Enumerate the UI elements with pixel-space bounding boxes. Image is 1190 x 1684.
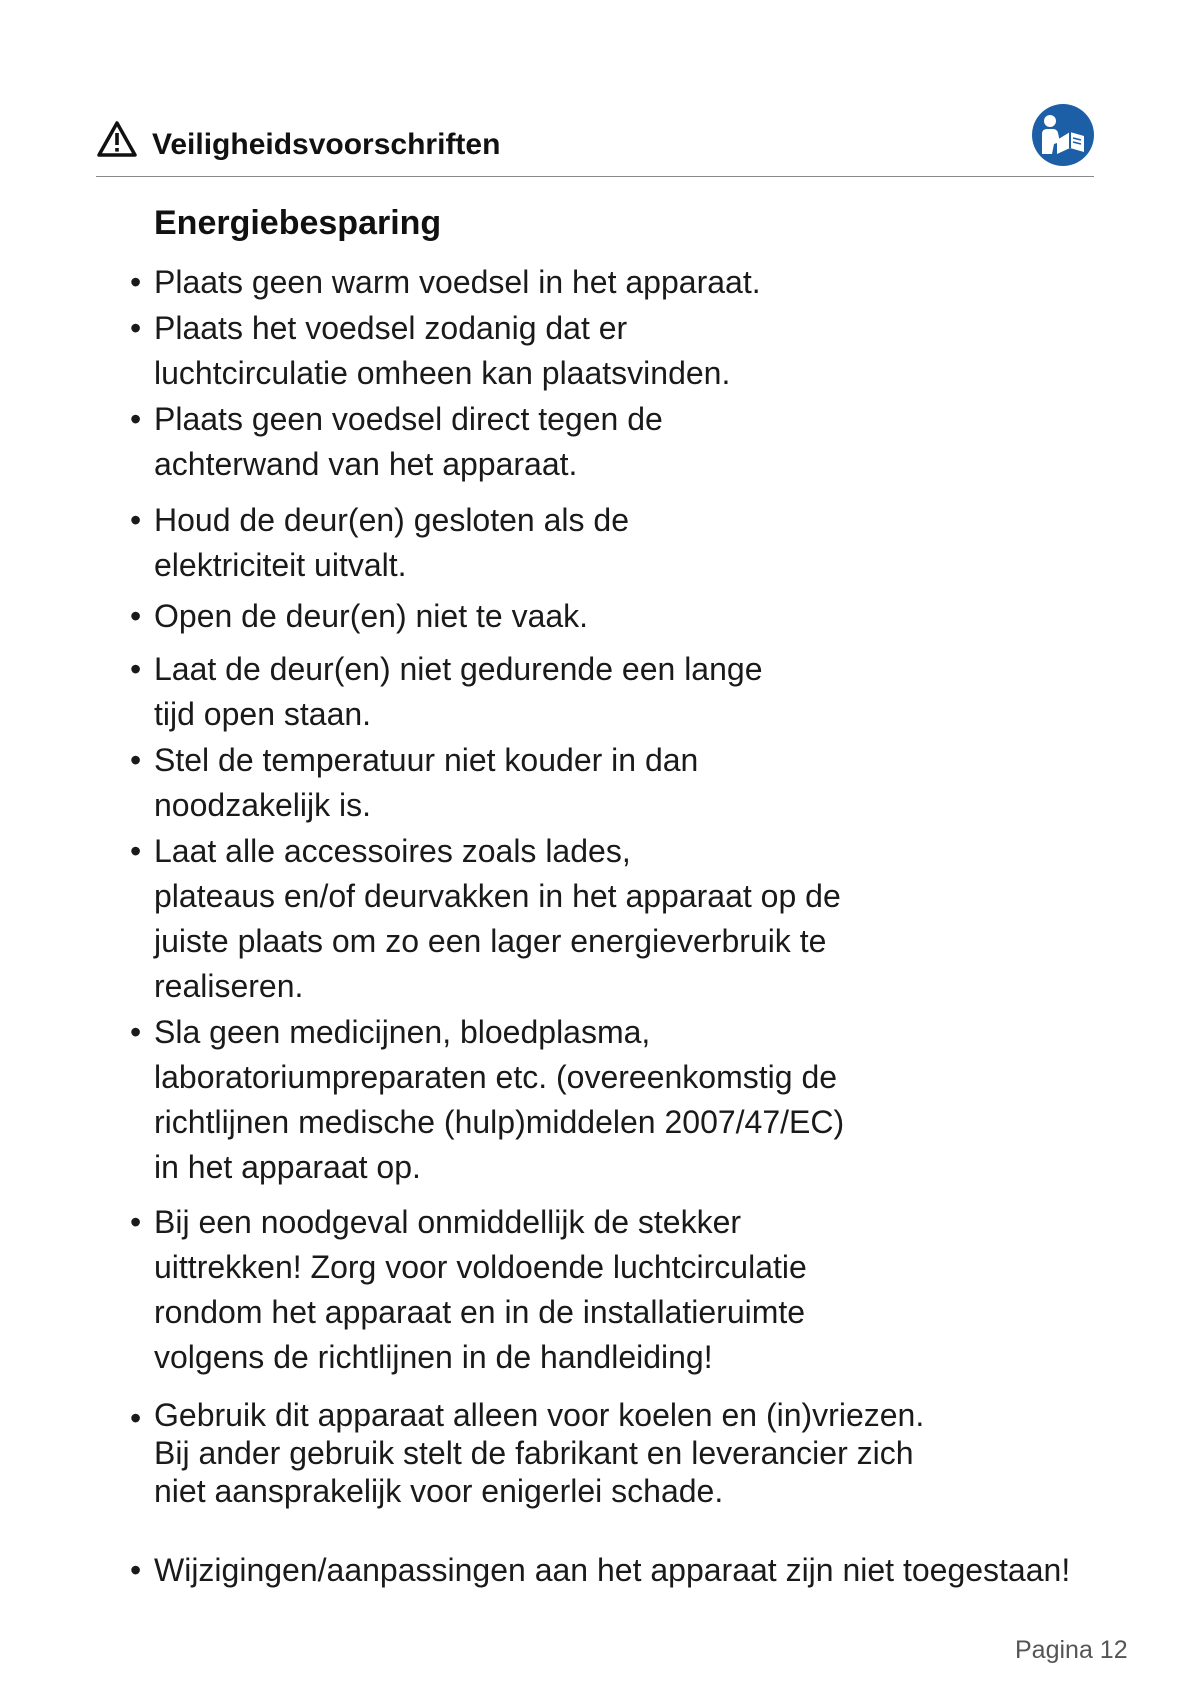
- list-item-text: Laat alle accessoires zoals lades, plateaus en/of deurvakken in het apparaat op de juiste plaats om zo een lager energieverbruik te realiseren.: [154, 833, 841, 1004]
- bullet: •: [130, 1552, 142, 1588]
- list-item-text: Wijzigingen/aanpassingen aan het apparaat zijn niet toegestaan!: [154, 1552, 1071, 1588]
- header-title: Veiligheidsvoorschriften: [152, 128, 501, 161]
- bullet: •: [130, 401, 142, 437]
- bullet: •: [130, 1014, 142, 1050]
- list-item-text: Open de deur(en) niet te vaak.: [154, 598, 589, 634]
- bullet: •: [130, 651, 142, 687]
- page-number: Pagina 12: [1015, 1636, 1128, 1664]
- bullet: •: [130, 264, 142, 300]
- page-header: [96, 112, 1094, 177]
- bullet: •: [130, 502, 142, 538]
- list-item-text: Plaats geen warm voedsel in het apparaat.: [154, 264, 761, 300]
- list-item-text: Bij een noodgeval onmiddellijk de stekker uittrekken! Zorg voor voldoende luchtcirculatie rondom het apparaat en in de installatieruimte volgens de richtlijnen in de handleiding!: [154, 1204, 807, 1375]
- list-item-text: Stel de temperatuur niet kouder in dan noodzakelijk is.: [154, 742, 699, 823]
- bullet: •: [130, 310, 142, 346]
- read-manual-icon: [1030, 102, 1096, 168]
- section-title: Energiebesparing: [154, 204, 442, 242]
- bullet: •: [130, 742, 142, 778]
- list-item-text: Sla geen medicijnen, bloedplasma, laboratoriumpreparaten etc. (overeenkomstig de richtlijnen medische (hulp)middelen 2007/47/EC) in het apparaat op.: [154, 1014, 845, 1185]
- warning-triangle-icon: [96, 120, 138, 158]
- list-item-text: Plaats geen voedsel direct tegen de achterwand van het apparaat.: [154, 401, 663, 482]
- list-item-text: Laat de deur(en) niet gedurende een lange tijd open staan.: [154, 651, 763, 732]
- list-item-text: Houd de deur(en) gesloten als de elektriciteit uitvalt.: [154, 502, 629, 583]
- list-item-text: Plaats het voedsel zodanig dat er luchtcirculatie omheen kan plaatsvinden.: [154, 310, 731, 391]
- bullet: •: [130, 598, 142, 634]
- bullet: •: [130, 1400, 142, 1436]
- list-item-text: Gebruik dit apparaat alleen voor koelen en (in)vriezen. Bij ander gebruik stelt de fabrikant en leverancier zich niet aansprakelijk voor enigerlei schade.: [154, 1397, 925, 1509]
- bullet: •: [130, 833, 142, 869]
- bullet: •: [130, 1204, 142, 1240]
